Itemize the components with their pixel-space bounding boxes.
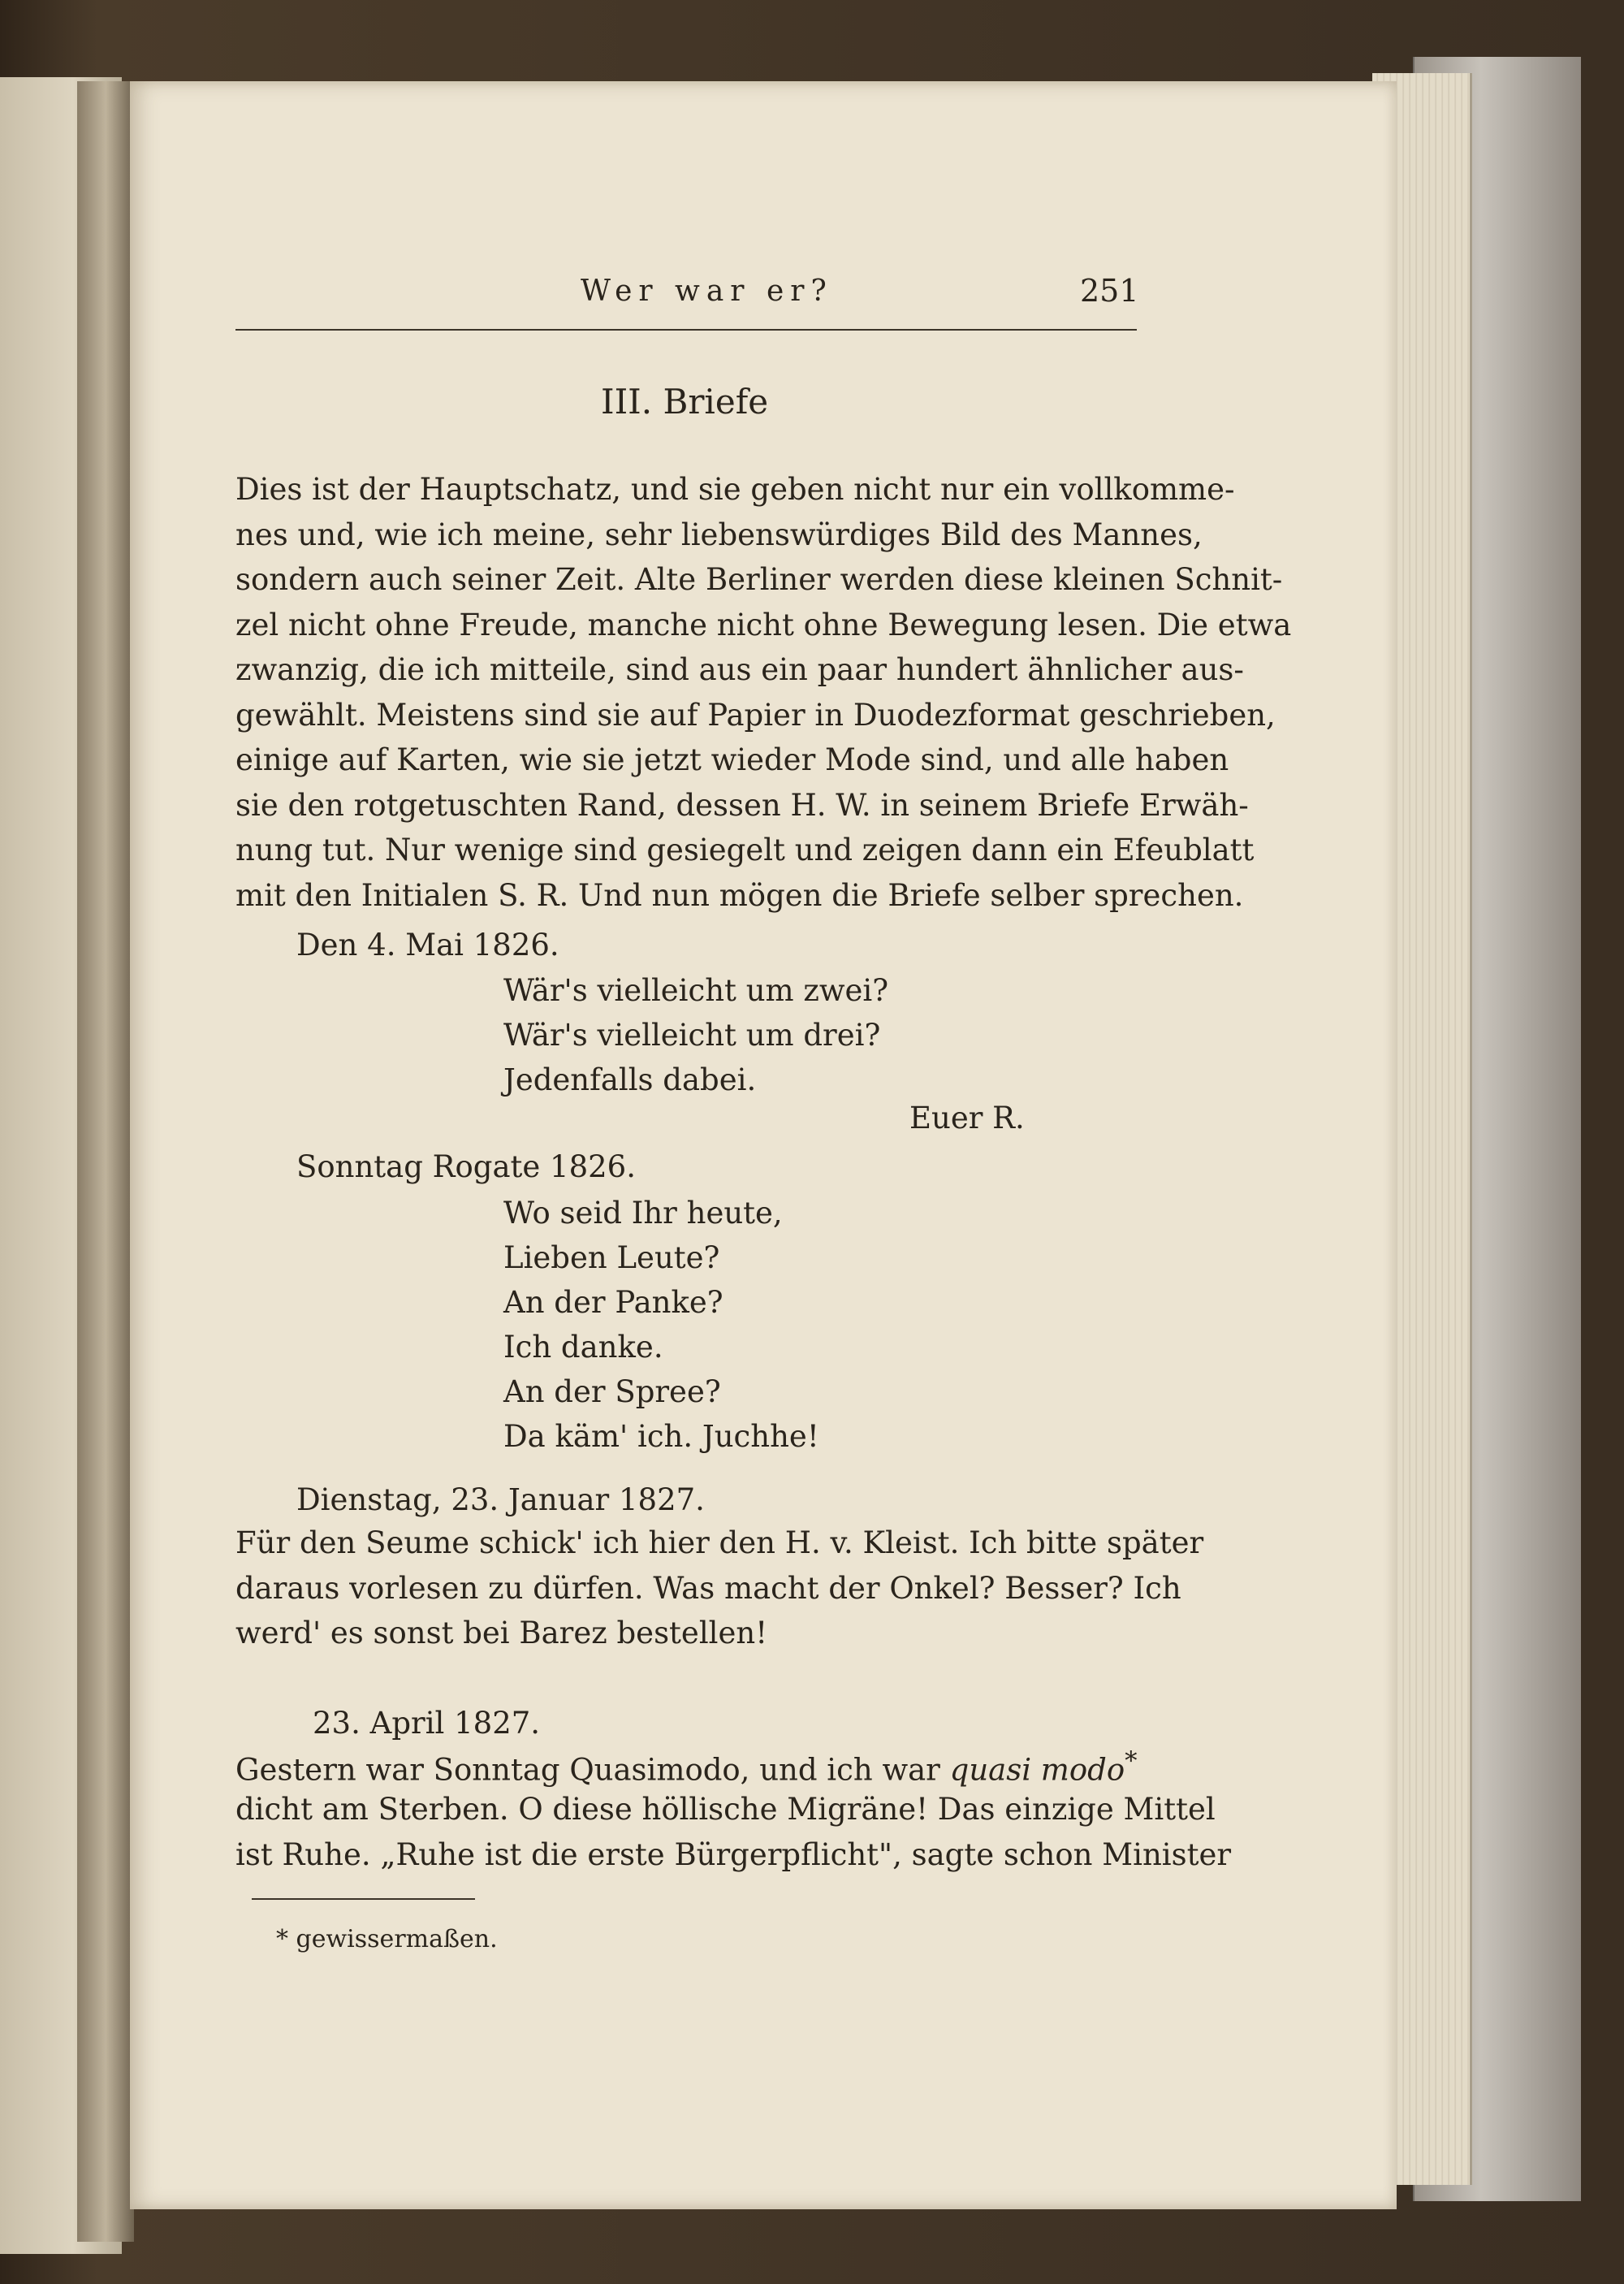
letter-signature: Euer R.	[909, 1101, 1025, 1136]
page-number: 251	[1080, 273, 1139, 309]
header-rule	[235, 329, 1137, 331]
body-line: Für den Seume schick' ich hier den H. v. Kleist. Ich bitte später	[235, 1525, 1204, 1560]
verse-line: Wär's vielleicht um drei?	[503, 1018, 881, 1053]
letter-date: 23. April 1827.	[313, 1706, 541, 1741]
footnote: * gewissermaßen.	[276, 1925, 498, 1953]
intro-line: nung tut. Nur wenige sind gesiegelt und zeigen dann ein Efeublatt	[235, 833, 1255, 867]
footnote-marker: *	[1125, 1746, 1138, 1776]
letter-body	[235, 1521, 1204, 1656]
intro-paragraph	[235, 467, 1292, 918]
verse-line: An der Spree?	[503, 1374, 721, 1409]
verse-line: Da käm' ich. Juchhe!	[503, 1419, 819, 1454]
book-gutter	[77, 81, 134, 2242]
body-text: Gestern war Sonntag Quasimodo, und ich war	[235, 1752, 940, 1788]
running-header-title: Wer war er?	[581, 275, 833, 308]
intro-line: zwanzig, die ich mitteile, sind aus ein paar hundert ähnlicher aus-	[235, 652, 1244, 687]
footnote-rule	[252, 1898, 475, 1900]
body-line: werd' es sonst bei Barez bestellen!	[235, 1616, 768, 1650]
intro-line: mit den Initialen S. R. Und nun mögen die Briefe selber sprechen.	[235, 877, 1244, 913]
verse-line: Lieben Leute?	[503, 1240, 720, 1275]
body-line: ist Ruhe. „Ruhe ist die erste Bürgerpflicht", sagte schon Minister	[235, 1836, 1232, 1872]
body-line: dicht am Sterben. O diese höllische Migräne! Das einzige Mittel	[235, 1792, 1216, 1827]
latin-phrase: quasi modo	[949, 1752, 1125, 1788]
body-line	[235, 1746, 1145, 1787]
intro-line: nes und, wie ich meine, sehr liebenswürdiges Bild des Mannes,	[235, 517, 1203, 552]
intro-line: sie den rotgetuschten Rand, dessen H. W. in seinem Briefe Erwäh-	[235, 787, 1249, 823]
section-title: III. Briefe	[601, 382, 769, 422]
verse-line: Jedenfalls dabei.	[503, 1062, 757, 1097]
intro-line: sondern auch seiner Zeit. Alte Berliner werden diese kleinen Schnit-	[235, 562, 1283, 597]
letter-date: Sonntag Rogate 1826.	[296, 1149, 636, 1184]
body-line: daraus vorlesen zu dürfen. Was macht der Onkel? Besser? Ich	[235, 1570, 1181, 1606]
intro-line: gewählt. Meistens sind sie auf Papier in Duodezformat geschrieben,	[235, 697, 1276, 733]
verse-line: Wo seid Ihr heute,	[503, 1196, 783, 1231]
verse-line: Ich danke.	[503, 1330, 663, 1365]
letter-date: Dienstag, 23. Januar 1827.	[296, 1482, 705, 1517]
intro-line: einige auf Karten, wie sie jetzt wieder Mode sind, und alle haben	[235, 742, 1229, 777]
letter-date: Den 4. Mai 1826.	[296, 928, 559, 962]
verse-line: Wär's vielleicht um zwei?	[503, 973, 889, 1008]
letter-body	[235, 1787, 1232, 1877]
intro-line: zel nicht ohne Freude, manche nicht ohne Bewegung lesen. Die etwa	[235, 607, 1292, 642]
intro-line: Dies ist der Hauptschatz, und sie geben nicht nur ein vollkomme-	[235, 472, 1235, 507]
verse-line: An der Panke?	[503, 1285, 723, 1320]
